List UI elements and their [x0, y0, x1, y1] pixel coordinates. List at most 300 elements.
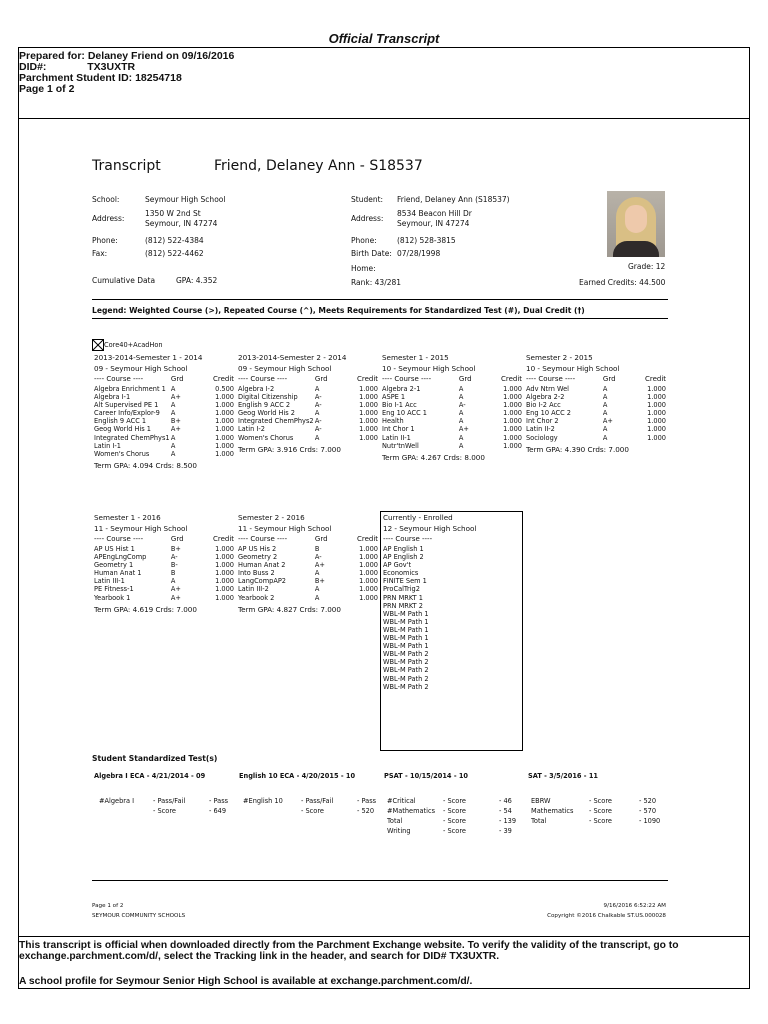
course-credit: 1.000	[359, 569, 379, 578]
right-border	[749, 48, 750, 988]
test-score-row	[387, 816, 519, 826]
course-row	[526, 393, 666, 401]
course-credit: 1.000	[215, 409, 235, 418]
course-credit: 1.000	[359, 401, 379, 410]
term-school: 11 - Seymour High School	[94, 524, 188, 533]
test-subject: Writing	[387, 827, 411, 835]
test-subject	[99, 806, 153, 816]
course-credit: 1.000	[215, 593, 235, 602]
course-row	[526, 417, 666, 425]
course-row	[526, 434, 666, 442]
course-grade: A	[602, 393, 608, 402]
cumulative-gpa: GPA: 4.352	[176, 276, 218, 285]
course-credit: 1.000	[503, 393, 523, 402]
course-name: Latin III-1	[94, 577, 125, 586]
test-measure: - Score	[443, 797, 466, 805]
phone-label: Phone:	[92, 236, 118, 245]
current-course-header: ---- Course ----	[383, 535, 433, 543]
test-scores	[387, 796, 519, 836]
term-title: Semester 2 - 2015	[526, 353, 593, 362]
col-credit-header: Credit	[644, 375, 667, 383]
course-name: Women's Chorus	[94, 449, 150, 458]
course-credit: 1.000	[359, 409, 379, 418]
course-row	[94, 594, 234, 602]
student-address-2: Seymour, IN 47274	[397, 219, 470, 228]
course-row	[94, 553, 234, 561]
course-row	[238, 425, 378, 433]
col-course-header: ---- Course ----	[526, 375, 576, 383]
current-course: WBL-M Path 2	[383, 682, 429, 691]
test-result: - 46	[499, 797, 512, 805]
current-course: WBL-M Path 1	[383, 617, 429, 626]
course-credit: 1.000	[359, 593, 379, 602]
current-course: AP Gov't	[383, 561, 412, 570]
test-measure: - Score	[301, 807, 324, 815]
term-school: 10 - Seymour High School	[382, 364, 476, 373]
test-score-row	[387, 796, 519, 806]
course-row	[382, 434, 522, 442]
header-bottom-rule	[18, 118, 750, 119]
school-value: Seymour High School	[145, 195, 226, 204]
test-result: - 520	[639, 797, 657, 805]
col-course-header: ---- Course ----	[238, 535, 288, 543]
course-row	[238, 585, 378, 593]
course-name: Bio I-2 Acc	[526, 401, 561, 410]
test-subject: EBRW	[531, 797, 551, 805]
course-credit: 1.000	[359, 577, 379, 586]
test-score-row	[387, 826, 519, 836]
term-title: Semester 2 - 2016	[238, 513, 305, 522]
course-row	[94, 401, 234, 409]
term-gpa: Term GPA: 4.094 Crds: 8.500	[94, 460, 197, 470]
course-name: Sociology	[526, 433, 558, 442]
course-credit: 1.000	[503, 441, 523, 450]
course-credit: 1.000	[215, 401, 235, 410]
course-name: Algebra Enrichment 1	[94, 385, 166, 393]
test-heading: PSAT - 10/15/2014 - 10	[384, 772, 469, 780]
school-fax: (812) 522-4462	[145, 249, 204, 258]
student-photo	[607, 191, 665, 257]
course-row	[238, 385, 378, 393]
course-row	[94, 417, 234, 425]
course-name: LangCompAP2	[238, 577, 287, 586]
test-measure: - Score	[443, 827, 466, 835]
course-grade: A	[314, 585, 320, 594]
course-name: Bio I-1 Acc	[382, 401, 417, 410]
course-credit: 1.000	[215, 433, 235, 442]
course-grade: A+	[170, 393, 181, 402]
current-course: ProCalTrig2	[383, 585, 420, 594]
current-enrollment-box	[380, 511, 523, 751]
course-credit: 1.000	[503, 385, 523, 393]
current-term: Currently - Enrolled	[383, 513, 453, 522]
col-grade-header: Grd	[314, 375, 328, 383]
course-row	[238, 409, 378, 417]
col-credit-header: Credit	[212, 535, 235, 543]
course-grade: A	[170, 433, 176, 442]
course-grade: A-	[314, 417, 322, 426]
course-row	[382, 385, 522, 393]
course-row	[94, 393, 234, 401]
course-row	[238, 553, 378, 561]
course-name: Health	[382, 417, 404, 426]
profile-note: A school profile for Seymour Senior High School is available at exchange.parchment.com/d/.	[19, 976, 473, 987]
course-credit: 1.000	[215, 393, 235, 402]
current-course-list	[383, 545, 522, 691]
test-score-row	[99, 806, 233, 816]
test-heading: English 10 ECA - 4/20/2015 - 10	[239, 772, 356, 780]
term-title: 2013-2014-Semester 2 - 2014	[238, 353, 347, 362]
course-row	[94, 409, 234, 417]
course-credit: 1.000	[215, 441, 235, 450]
course-name: Human Anat 1	[94, 569, 142, 578]
course-grade: A	[458, 417, 464, 426]
course-name: Alt Supervised PE 1	[94, 401, 159, 410]
current-course: WBL-M Path 2	[383, 658, 429, 667]
course-name: PE Fitness-1	[94, 585, 134, 594]
course-name: AP US His 2	[238, 545, 277, 553]
footer-rule	[92, 880, 668, 881]
birth-date-label: Birth Date:	[351, 249, 392, 258]
footer-copyright: Copyright ©2016 Chalkable ST.US.000028	[547, 913, 666, 919]
course-credit: 1.000	[503, 417, 523, 426]
test-measure: - Score	[443, 807, 466, 815]
course-credit: 1.000	[215, 417, 235, 426]
course-credit: 1.000	[359, 417, 379, 426]
term-gpa: Term GPA: 4.390 Crds: 7.000	[526, 444, 629, 454]
course-row	[238, 594, 378, 602]
current-course: WBL-M Path 2	[383, 674, 429, 683]
course-grade: A	[314, 593, 320, 602]
col-course-header: ---- Course ----	[238, 375, 288, 383]
birth-date: 07/28/1998	[397, 249, 441, 258]
course-name: Geometry 2	[238, 553, 278, 562]
test-score-row	[99, 796, 233, 806]
test-subject: #Mathematics	[387, 807, 436, 815]
col-course-header: ---- Course ----	[94, 375, 144, 383]
test-result: - 54	[499, 807, 512, 815]
term-school: 09 - Seymour High School	[238, 364, 332, 373]
test-scores	[243, 796, 377, 816]
term-gpa: Term GPA: 4.267 Crds: 8.000	[382, 452, 485, 462]
footer-timestamp: 9/16/2016 6:52:22 AM	[603, 903, 666, 909]
student-phone-label: Phone:	[351, 236, 377, 245]
course-credit: 1.000	[359, 553, 379, 562]
course-credit: 1.000	[647, 425, 667, 434]
term-column-2	[238, 352, 378, 455]
course-credit: 1.000	[503, 401, 523, 410]
home-label: Home:	[351, 264, 376, 273]
term-column-1	[94, 352, 234, 471]
course-row	[238, 545, 378, 553]
course-credit: 1.000	[215, 553, 235, 562]
left-border	[18, 48, 19, 988]
course-name: Latin I-2	[238, 425, 265, 434]
school-label: School:	[92, 195, 120, 204]
col-course-header: ---- Course ----	[382, 375, 432, 383]
school-phone: (812) 522-4384	[145, 236, 204, 245]
page-title: Official Transcript	[328, 31, 440, 46]
current-course: AP English 1	[383, 545, 424, 553]
test-result: - 649	[209, 807, 227, 815]
legend: Legend: Weighted Course (>), Repeated Course (^), Meets Requirements for Standardized Test (#), Dual Credit (†)	[92, 306, 585, 315]
term-school: 10 - Seymour High School	[526, 364, 620, 373]
test-score-row	[387, 806, 519, 816]
course-row	[526, 385, 666, 393]
test-scores	[99, 796, 233, 816]
test-heading: Algebra I ECA - 4/21/2014 - 09	[94, 772, 206, 780]
course-grade: A	[314, 569, 320, 578]
course-list	[526, 385, 666, 442]
course-row	[526, 409, 666, 417]
test-result: - 1090	[639, 817, 661, 825]
course-row	[94, 434, 234, 442]
course-grade: A+	[170, 593, 181, 602]
course-row	[382, 409, 522, 417]
current-course: AP English 2	[383, 553, 424, 562]
student-address-1: 8534 Beacon Hill Dr	[397, 209, 472, 218]
course-name: Integrated ChemPhys2	[238, 417, 314, 426]
rank: Rank: 43/281	[351, 278, 402, 287]
course-row	[94, 450, 234, 458]
test-subject: #Algebra I	[99, 797, 135, 805]
diploma-label: Core40+AcadHon	[104, 341, 163, 349]
col-credit-header: Credit	[212, 375, 235, 383]
course-row	[238, 561, 378, 569]
course-grade: A	[170, 409, 176, 418]
course-list	[238, 545, 378, 602]
course-grade: A	[458, 385, 464, 393]
term-column-5	[94, 512, 234, 615]
term-title: Semester 1 - 2016	[94, 513, 161, 522]
course-row	[94, 577, 234, 585]
course-credit: 1.000	[647, 401, 667, 410]
footer-district: SEYMOUR COMMUNITY SCHOOLS	[92, 913, 186, 919]
earned-credits: Earned Credits: 44.500	[579, 278, 666, 287]
fax-label: Fax:	[92, 249, 108, 258]
test-scores	[531, 796, 673, 826]
test-measure: - Pass/Fail	[153, 797, 186, 805]
current-course: WBL-M Path 1	[383, 625, 429, 634]
course-grade: A	[602, 409, 608, 418]
course-credit: 1.000	[359, 385, 379, 393]
col-grade-header: Grd	[170, 375, 184, 383]
student-value: Friend, Delaney Ann (S18537)	[397, 195, 510, 204]
course-list	[94, 385, 234, 458]
current-course: WBL-M Path 2	[383, 666, 429, 675]
course-grade: A-	[314, 401, 322, 410]
test-measure: - Score	[589, 807, 612, 815]
course-grade: A	[602, 401, 608, 410]
course-grade: A	[458, 393, 464, 402]
course-name: Latin II-2	[526, 425, 555, 434]
course-grade: A+	[458, 425, 469, 434]
diploma-checkbox	[92, 339, 104, 351]
test-score-row	[531, 806, 673, 816]
course-row	[238, 417, 378, 425]
notes-rule	[18, 936, 750, 937]
test-result: - Pass	[357, 797, 377, 805]
course-credit: 0.500	[215, 385, 235, 393]
prepared-for: Prepared for: Delaney Friend on 09/16/2016	[19, 50, 235, 62]
course-credit: 1.000	[503, 433, 523, 442]
test-subject: Total	[531, 817, 547, 825]
col-credit-header: Credit	[500, 375, 523, 383]
test-score-row	[531, 816, 673, 826]
tests-title: Student Standardized Test(s)	[92, 754, 218, 763]
current-course: WBL-M Path 2	[383, 650, 429, 659]
course-name: Algebra I-1	[94, 393, 131, 402]
term-column-3	[382, 352, 522, 463]
term-gpa: Term GPA: 4.619 Crds: 7.000	[94, 604, 197, 614]
course-name: Int Chor 2	[526, 417, 559, 426]
col-grade-header: Grd	[170, 535, 184, 543]
course-row	[526, 425, 666, 433]
student-label: Student:	[351, 195, 384, 204]
course-name: Human Anat 2	[238, 561, 286, 570]
course-grade: A+	[170, 425, 181, 434]
course-credit: 1.000	[215, 545, 235, 553]
test-result: - 520	[357, 807, 375, 815]
test-subject: #English 10	[243, 797, 283, 805]
course-grade: A	[458, 441, 464, 450]
course-grade: A	[602, 385, 608, 393]
course-row	[382, 401, 522, 409]
student-address-label: Address:	[351, 214, 384, 223]
test-measure: - Pass/Fail	[301, 797, 334, 805]
course-grade: A	[458, 409, 464, 418]
course-name: Eng 10 ACC 2	[526, 409, 572, 418]
course-credit: 1.000	[215, 449, 235, 458]
current-course: PRN MRKT 2	[383, 601, 423, 610]
course-row	[94, 425, 234, 433]
course-credit: 1.000	[647, 393, 667, 402]
course-name: Adv Ntrn Wel	[526, 385, 569, 393]
course-credit: 1.000	[359, 433, 379, 442]
course-name: Into Buss 2	[238, 569, 275, 578]
course-name: Algebra 2-1	[382, 385, 421, 393]
course-name: Geog World His 1	[94, 425, 151, 434]
course-name: English 9 ACC 2	[238, 401, 291, 410]
current-course: Economics	[383, 569, 419, 578]
term-title: Semester 1 - 2015	[382, 353, 449, 362]
course-name: Algebra I-2	[238, 385, 275, 393]
course-list	[238, 385, 378, 442]
current-course: WBL-M Path 1	[383, 642, 429, 651]
course-credit: 1.000	[359, 545, 379, 553]
test-subject: Mathematics	[531, 807, 574, 815]
course-name: Geometry 1	[94, 561, 134, 570]
course-credit: 1.000	[647, 433, 667, 442]
parchment-id: Parchment Student ID: 18254718	[19, 72, 182, 84]
test-result: - 570	[639, 807, 657, 815]
course-name: AP US Hist 1	[94, 545, 135, 553]
course-name: Career Info/Explor-9	[94, 409, 160, 418]
course-credit: 1.000	[503, 409, 523, 418]
course-row	[94, 561, 234, 569]
address-label: Address:	[92, 214, 125, 223]
course-credit: 1.000	[647, 417, 667, 426]
course-grade: A	[314, 433, 320, 442]
student-name-heading: Friend, Delaney Ann - S18537	[214, 158, 423, 174]
course-row	[382, 417, 522, 425]
course-credit: 1.000	[359, 425, 379, 434]
course-row	[382, 393, 522, 401]
course-row	[94, 569, 234, 577]
cumulative-label: Cumulative Data	[92, 276, 156, 285]
course-row	[382, 442, 522, 450]
school-address-2: Seymour, IN 47274	[145, 219, 218, 228]
test-measure: - Score	[153, 807, 176, 815]
course-name: ASPE 1	[382, 393, 406, 402]
col-credit-header: Credit	[356, 375, 379, 383]
legend-rule	[92, 318, 668, 319]
grade: Grade: 12	[628, 262, 666, 271]
course-grade: B+	[170, 417, 181, 426]
course-grade: A	[458, 433, 464, 442]
term-title: 2013-2014-Semester 1 - 2014	[94, 353, 203, 362]
course-row	[382, 425, 522, 433]
course-credit: 1.000	[359, 585, 379, 594]
course-name: Women's Chorus	[238, 433, 294, 442]
course-grade: A	[170, 385, 176, 393]
course-credit: 1.000	[359, 393, 379, 402]
course-row	[238, 393, 378, 401]
course-grade: B	[314, 545, 320, 553]
bottom-rule	[18, 988, 750, 989]
current-course: WBL-M Path 1	[383, 609, 429, 618]
course-grade: A+	[314, 561, 325, 570]
test-score-row	[243, 806, 377, 816]
course-credit: 1.000	[503, 425, 523, 434]
course-row	[238, 569, 378, 577]
course-name: APEngLngComp	[94, 553, 147, 562]
course-credit: 1.000	[215, 425, 235, 434]
course-grade: A	[170, 577, 176, 586]
test-score-row	[243, 796, 377, 806]
course-credit: 1.000	[647, 385, 667, 393]
course-name: Nutr'tnWell	[382, 441, 419, 450]
course-grade: A-	[170, 553, 178, 562]
course-row	[238, 577, 378, 585]
course-credit: 1.000	[359, 561, 379, 570]
test-result: - 139	[499, 817, 517, 825]
test-subject: #Critical	[387, 797, 416, 805]
course-name: Yearbook 1	[94, 593, 131, 602]
course-row	[238, 401, 378, 409]
header-rule	[18, 47, 750, 48]
course-grade: A-	[314, 393, 322, 402]
student-phone: (812) 528-3815	[397, 236, 456, 245]
section-rule	[92, 299, 668, 300]
course-credit: 1.000	[215, 577, 235, 586]
term-column-6	[238, 512, 378, 615]
current-course: FINITE Sem 1	[383, 577, 427, 586]
term-gpa: Term GPA: 4.827 Crds: 7.000	[238, 604, 341, 614]
test-measure: - Score	[589, 797, 612, 805]
course-name: Integrated ChemPhys1	[94, 433, 170, 442]
course-grade: B-	[170, 561, 178, 570]
course-credit: 1.000	[215, 585, 235, 594]
test-result: - Pass	[209, 797, 229, 805]
course-row	[94, 585, 234, 593]
test-result: - 39	[499, 827, 512, 835]
test-measure: - Score	[589, 817, 612, 825]
school-address-1: 1350 W 2nd St	[145, 209, 201, 218]
course-name: Latin III-2	[238, 585, 269, 594]
course-row	[94, 442, 234, 450]
test-score-row	[531, 796, 673, 806]
